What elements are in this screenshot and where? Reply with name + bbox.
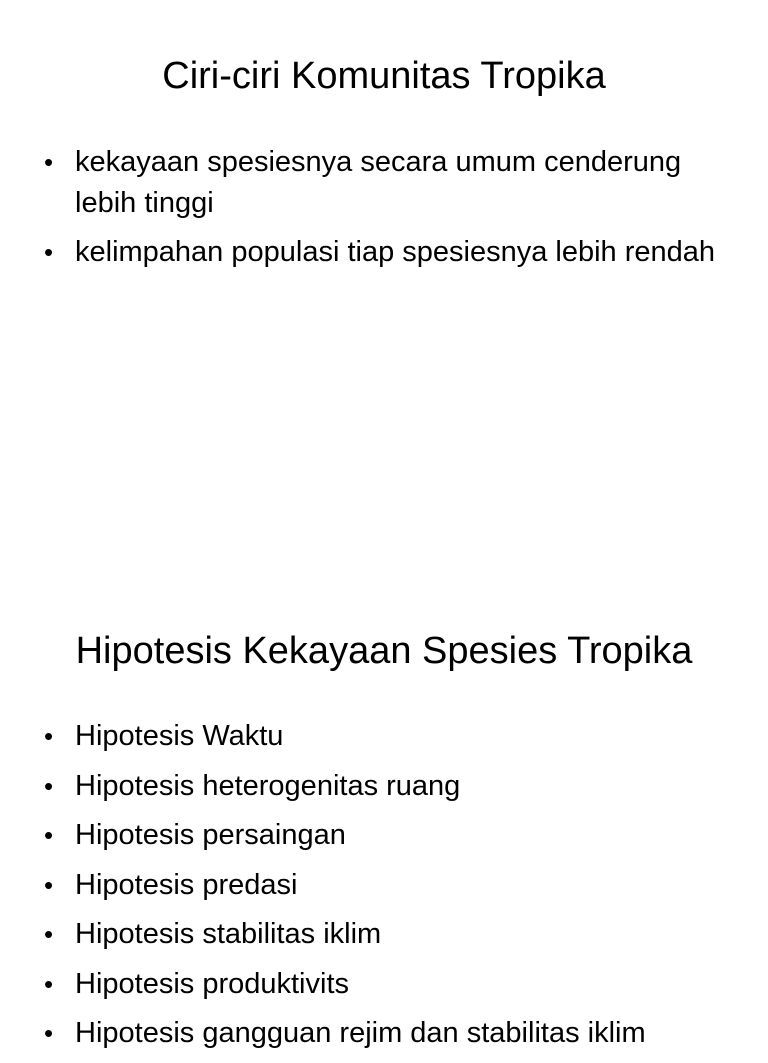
bullet-list: [44, 716, 724, 1063]
bullet-icon: •: [44, 869, 54, 900]
list-item: [44, 716, 724, 757]
bullet-text: Hipotesis Waktu: [75, 720, 284, 752]
list-item: [44, 142, 724, 224]
list-item: [44, 1013, 724, 1054]
bullet-text: Hipotesis predasi: [75, 868, 298, 901]
bullet-list: [44, 142, 724, 281]
slide-title: Ciri-ciri Komunitas Tropika: [162, 55, 606, 97]
bullet-icon: •: [44, 1018, 54, 1048]
bullet-text: Hipotesis gangguan rejim dan stabilitas iklim: [75, 1017, 646, 1049]
bullet-icon: •: [44, 237, 54, 267]
bullet-text: Hipotesis produktivits: [75, 967, 349, 1000]
slide-title: Hipotesis Kekayaan Spesies Tropika: [75, 630, 693, 672]
list-item: [44, 815, 724, 856]
list-item: [44, 914, 724, 955]
bullet-icon: •: [44, 919, 54, 949]
bullet-text: Hipotesis stabilitas iklim: [75, 918, 382, 950]
slide-2: [0, 576, 768, 1049]
bullet-text: kelimpahan populasi tiap spesiesnya lebih rendah: [75, 236, 716, 268]
list-item: [44, 964, 724, 1005]
bullet-icon: •: [44, 721, 54, 751]
list-item: [44, 865, 724, 906]
bullet-icon: •: [44, 147, 54, 177]
bullet-icon: •: [44, 968, 54, 999]
bullet-icon: •: [44, 770, 54, 801]
list-item: [44, 766, 724, 807]
bullet-text: Hipotesis heterogenitas ruang: [75, 769, 461, 802]
list-item: [44, 232, 724, 273]
bullet-icon: •: [44, 820, 54, 850]
bullet-text: kekayaan spesiesnya secara umum cenderung lebih tinggi: [75, 146, 682, 219]
bullet-text: Hipotesis persaingan: [75, 819, 346, 851]
